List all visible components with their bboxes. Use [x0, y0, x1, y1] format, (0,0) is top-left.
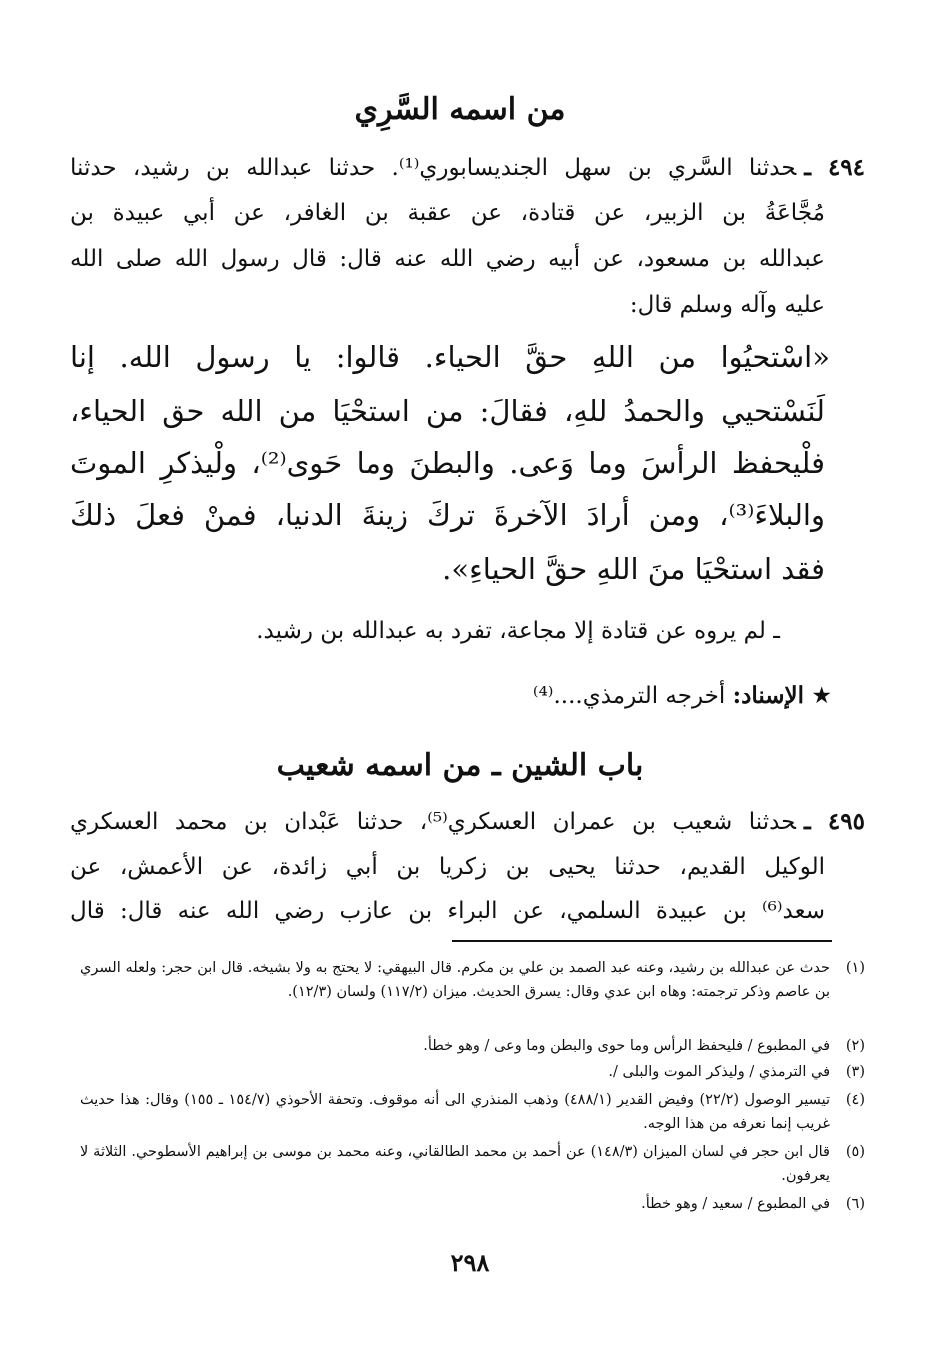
footnote-number: (١) [845, 960, 865, 976]
hadith-494-line-3: عبدالله بن مسعود، عن أبيه رضي الله عنه قال: قال رسول الله صلى الله [70, 246, 825, 272]
footnote-2 [80, 1034, 865, 1058]
footnote-4 [80, 1088, 865, 1136]
footnote-text: قال ابن حجر في لسان الميزان (١٤٨/٣) عن أحمد بن محمد الطالقاني، وعنه محمد بن موسى بن إبراهيم الأسطوحي. الثلاثة لا يعرفون. [80, 1144, 830, 1184]
quote-line-4: والبلاءَ⁽³⁾، ومن أرادَ الآخرةَ تركَ زينةَ الدنيا، فمنْ فعلَ ذلكَ [70, 498, 825, 532]
narration-note: ـ لم يروه عن قتادة إلا مجاعة، تفرد به عبدالله بن رشيد. [256, 618, 780, 644]
isnad-label: الإسناد: [732, 682, 805, 709]
hadith-495-line-2: الوكيل القديم، حدثنا يحيى بن زكريا بن أبي زائدة، عن الأعمش، عن [70, 854, 825, 880]
isnad-text: أخرجه الترمذي....⁽⁴⁾ [532, 683, 726, 709]
isnad-line [533, 682, 832, 709]
footnote-6 [80, 1192, 865, 1216]
footnote-text: حدث عن عبدالله بن رشيد، وعنه عبد الصمد بن علي بن مكرم. قال البيهقي: لا يحتج به ولا بشيخه. قال ابن حجر: ولعله السري بن عاصم وذكر ترجمته: وهاه ابن عدي وقال: يسرق الحديث. ميزان (١١٧/٢) ولسان (١٢/٣). [80, 960, 830, 1000]
footnote-text: في المطبوع / سعيد / وهو خطأ. [641, 1196, 830, 1212]
star-icon: ★ [811, 683, 832, 709]
footnote-number: (٣) [845, 1064, 865, 1080]
quote-line-3: فلْيحفظ الرأسَ وما وَعى. والبطنَ وما حَوى⁽²⁾، ولْيذكرِ الموتَ [70, 446, 825, 480]
hadith-495-line-3: سعد⁽⁶⁾ بن عبيدة السلمي، عن البراء بن عازب رضي الله عنه قال: قال [70, 898, 825, 924]
footnote-text: في الترمذي / وليذكر الموت والبلى /. [608, 1064, 830, 1080]
footnote-number: (٦) [845, 1196, 865, 1212]
footnote-1 [80, 956, 865, 1004]
hadith-number: ٤٩٥ ـ [804, 808, 865, 835]
page-number: ٢٩٨ [450, 1248, 490, 1277]
hadith-494-line-4: عليه وآله وسلم قال: [629, 292, 825, 318]
footnote-number: (٢) [845, 1038, 865, 1054]
footnote-text: في المطبوع / فليحفظ الرأس وما حوى والبطن وما وعى / وهو خطأ. [423, 1038, 830, 1054]
hadith-494-line-2: مُجَّاعَةُ بن الزبير، عن قتادة، عن عقبة بن الغافر، عن أبي عبيدة بن [70, 200, 825, 226]
chapter-title: باب الشين ـ من اسمه شعيب [276, 748, 644, 783]
quote-line-2: لَنَسْتحيي والحمدُ للهِ، فقالَ: من استحْيَا من الله حق الحياء، [70, 394, 825, 428]
hadith-text: حدثنا السَّري بن سهل الجنديسابوري⁽¹⁾. حدثنا عبدالله بن رشيد، حدثنا [70, 155, 797, 181]
footnote-text: تيسير الوصول (٢٢/٢) وفيض القدير (٤٨٨/١) وذهب المنذري الى أنه موقوف. وتحفة الأحوذي (١٥٤/٧ ـ ١٥٥) وقال: هذا حديث غريب إنما نعرفه من هذا الوجه. [80, 1092, 830, 1132]
hadith-495-line-1 [70, 808, 865, 835]
footnote-separator [452, 940, 832, 942]
footnote-3 [80, 1060, 865, 1084]
hadith-494-line-1 [70, 154, 865, 181]
quote-line-5: فقد استحْيَا منَ اللهِ حقَّ الحياءِ». [442, 552, 825, 586]
section-title: من اسمه السَّرِي [354, 92, 566, 127]
footnote-number: (٥) [845, 1144, 865, 1160]
footnote-5 [80, 1140, 865, 1188]
footnote-number: (٤) [845, 1092, 865, 1108]
quote-line-1: «اسْتحيُوا من اللهِ حقَّ الحياء. قالوا: يا رسول الله. إنا [70, 340, 830, 374]
hadith-number: ٤٩٤ ـ [804, 154, 865, 181]
hadith-text: حدثنا شعيب بن عمران العسكري⁽⁵⁾، حدثنا عَبْدان بن محمد العسكري [70, 809, 797, 835]
